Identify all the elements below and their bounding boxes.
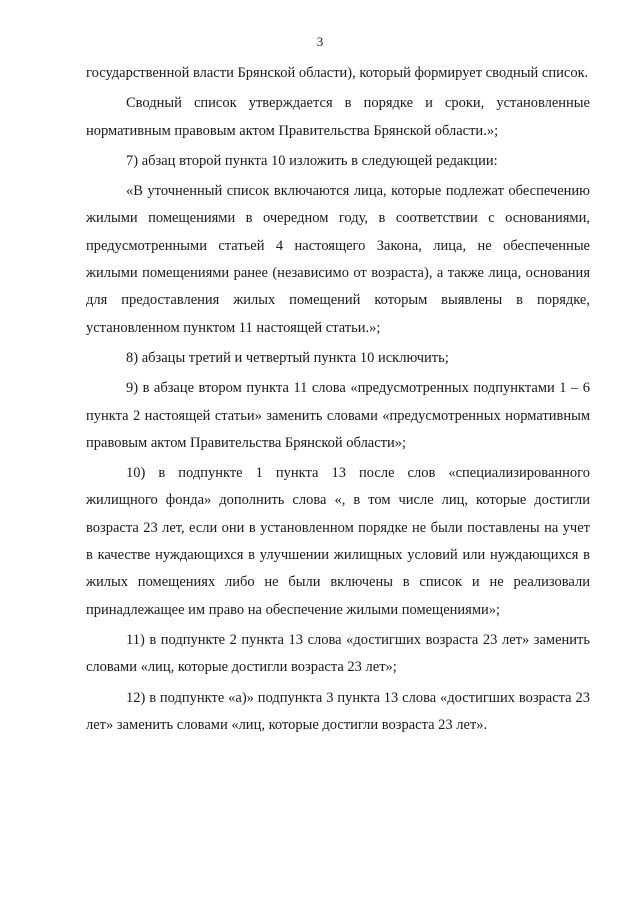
document-body: [86, 60, 590, 739]
paragraph-item-7: 7) абзац второй пункта 10 изложить в следующей редакции:: [126, 152, 498, 169]
paragraph-item-8: 8) абзацы третий и четвертый пункта 10 исключить;: [126, 349, 449, 366]
paragraph-summary-list: Сводный список утверждается в порядке и сроки, установленные нормативным правовым актом Правительства Брянской области.»;: [86, 95, 590, 139]
paragraph-item-9: 9) в абзаце втором пункта 11 слова «предусмотренных подпунктами 1 – 6 пункта 2 настоящей статьи» заменить словами «предусмотренных нормативным правовым актом Правительства Брянской области»;: [86, 380, 590, 451]
paragraph-continuation: государственной власти Брянской области), который формирует сводный список.: [86, 65, 589, 81]
paragraph-item-11: 11) в подпункте 2 пункта 13 слова «достигших возраста 23 лет» заменить словами «лиц, которые достигли возраста 23 лет»;: [86, 631, 590, 676]
page-number: 3: [316, 34, 324, 49]
paragraph-item-12: 12) в подпункте «а)» подпункта 3 пункта 13 слова «достигших возраста 23 лет» заменить словами «лиц, которые достигли возраста 23 лет».: [86, 689, 590, 733]
paragraph-item-10: 10) в подпункте 1 пункта 13 после слов «специализированного жилищного фонда» дополнить слова «, в том числе лиц, которые достигли возраста 23 лет, если они в установленном порядке не были поставлены на учет в качестве нуждающихся в улучшении жилищных условий или нуждающихся в жилых помещениях либо не были включены в список и не реализовали принадлежащее им право на обеспечение жилыми помещениями»;: [86, 465, 590, 618]
paragraph-quoted-text: «В уточненный список включаются лица, которые подлежат обеспечению жилыми помещениями в очередном году, в соответствии с основаниями, предусмотренными статьей 4 настоящего Закона, лица, не обеспеченные жилыми помещениями ранее (независимо от возраста), а также лица, основания для предоставления жилых помещений которым выявлены в порядке, установленном пунктом 11 настоящей статьи.»;: [86, 183, 590, 336]
